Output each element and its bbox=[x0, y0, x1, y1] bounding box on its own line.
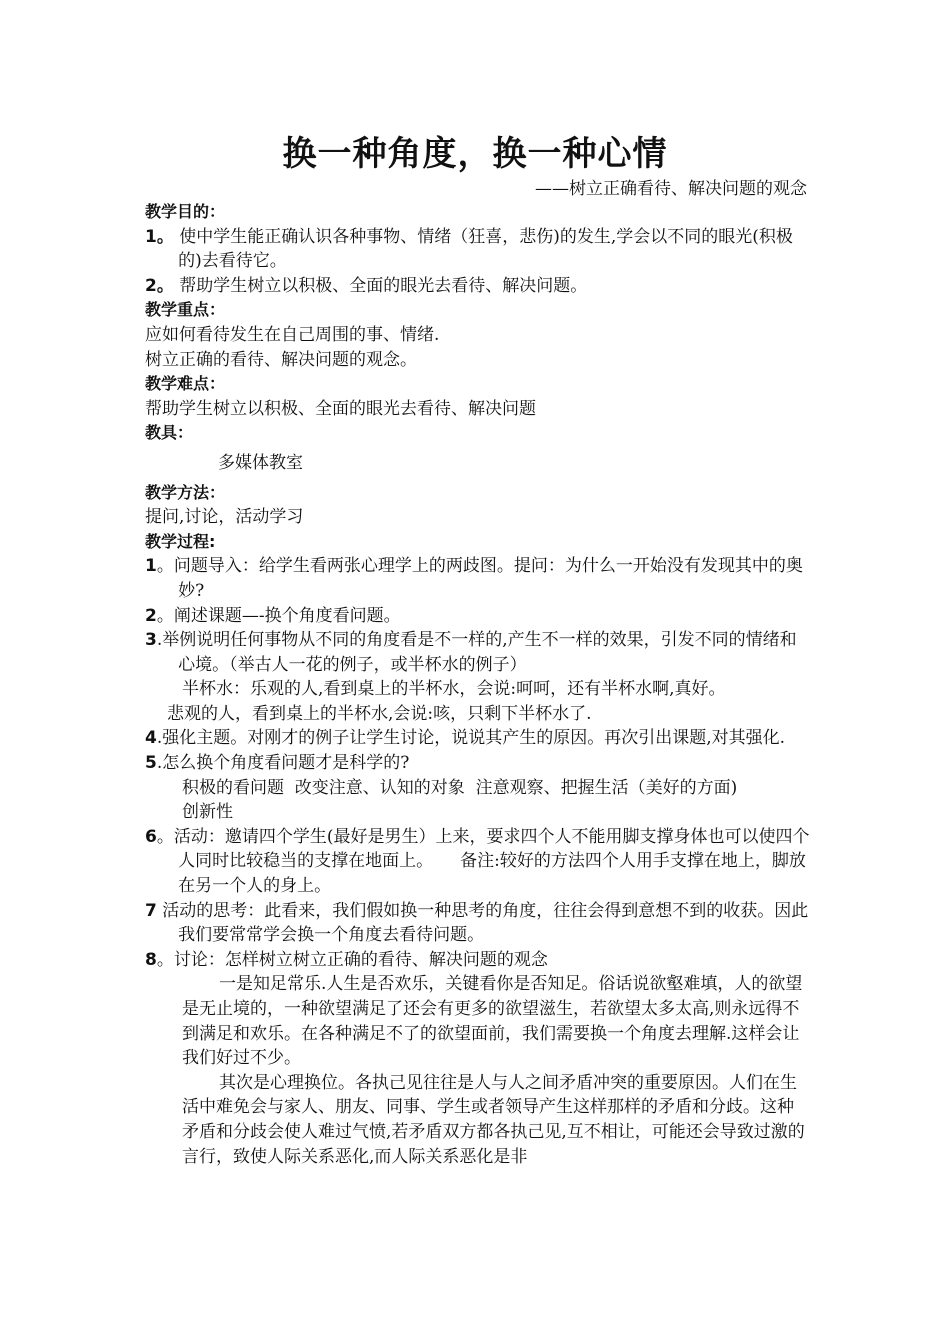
goal-text: 使中学生能正确认识各种事物、情绪（狂喜，悲伤)的发生,学会以不同的眼光(积极的)去看待它。 bbox=[173, 226, 793, 272]
step-number: 5 bbox=[145, 753, 157, 774]
step-text: 。讨论：怎样树立树立正确的看待、解决问题的观念 bbox=[156, 949, 548, 970]
step3-example-line: 半杯水：乐观的人,看到桌上的半杯水，会说:呵呵，还有半杯水啊,真好。 bbox=[182, 679, 726, 700]
goal-number: 1。 bbox=[145, 226, 174, 247]
step-text: .强化主题。对刚才的例子让学生讨论，说说其产生的原因。再次引出课题,对其强化. bbox=[156, 728, 786, 749]
page-subtitle: ——树立正确看待、解决问题的观念 bbox=[535, 179, 807, 199]
step-number: 8 bbox=[145, 949, 157, 970]
step-text: .怎么换个角度看问题才是科学的? bbox=[156, 753, 410, 774]
goal-item bbox=[145, 225, 810, 274]
document-body bbox=[145, 200, 810, 1169]
process-step bbox=[145, 899, 810, 948]
process-step bbox=[145, 751, 810, 776]
key-point-line: 应如何看待发生在自己周围的事、情绪. bbox=[145, 324, 440, 345]
discussion-paragraph: 其次是心理换位。各执己见往往是人与人之间矛盾冲突的重要原因。人们在生活中难免会与家人、朋友、同事、学生或者领导产生这样那样的矛盾和分歧。这种矛盾和分歧会使人难过气愤,若矛盾双方都各执己见,互不相让，可能还会导致过激的言行，致使人际关系恶化,而人际关系恶化是非 bbox=[182, 1072, 805, 1167]
discussion-paragraph: 一是知足常乐.人生是否欢乐，关键看你是否知足。俗话说欲壑难填，人的欲望是无止境的，一种欲望满足了还会有更多的欲望滋生，若欲望太多太高,则永远得不到满足和欢乐。在各种满足不了的欲望面前，我们需要换一个角度去理解.这样会让我们好过不少。 bbox=[182, 974, 803, 1069]
step-text: 活动的思考：此看来，我们假如换一种思考的角度，往往会得到意想不到的收获。因此我们要常常学会换一个角度去看待问题。 bbox=[156, 900, 809, 946]
goal-item bbox=[145, 274, 810, 299]
step-text: .举例说明任何事物从不同的角度看是不一样的,产生不一样的效果，引发不同的情绪和心境。（举古人一花的例子，或半杯水的例子） bbox=[156, 630, 797, 675]
step-text: 。活动：邀请四个学生(最好是男生）上来，要求四个人不能用脚支撑身体也可以使四个人同时比较稳当的支撑在地面上。 备注:较好的方法四个人用手支撑在地上，脚放在另一个人的身上。 bbox=[156, 826, 810, 897]
process-step bbox=[145, 726, 810, 751]
process-step bbox=[145, 554, 810, 603]
process-step bbox=[145, 825, 810, 899]
step3-example-line: 悲观的人，看到桌上的半杯水,会说:咳，只剩下半杯水了. bbox=[167, 703, 592, 724]
step-text: 。阐述课题—-换个角度看问题。 bbox=[156, 605, 401, 626]
goal-text: 帮助学生树立以积极、全面的眼光去看待、解决问题。 bbox=[173, 275, 588, 296]
step-number: 3 bbox=[145, 630, 157, 651]
step5-detail-line: 创新性 bbox=[182, 802, 233, 823]
process-step bbox=[145, 604, 810, 629]
step-number: 1 bbox=[145, 556, 157, 577]
step-number: 6 bbox=[145, 826, 157, 847]
step-number: 4 bbox=[145, 728, 157, 749]
step5-detail-line: 积极的看问题 改变注意、认知的对象 注意观察、把握生活（美好的方面) bbox=[182, 777, 738, 798]
key-point-line: 树立正确的看待、解决问题的观念。 bbox=[145, 349, 417, 370]
method-text: 提问,讨论，活动学习 bbox=[145, 507, 304, 528]
page-title: 换一种角度，换一种心情 bbox=[282, 134, 668, 174]
step-number: 2 bbox=[145, 605, 157, 626]
tools-text: 多媒体教室 bbox=[218, 452, 303, 473]
key-points-heading: 教学重点： bbox=[145, 300, 226, 320]
step-number: 7 bbox=[145, 900, 157, 921]
method-heading: 教学方法： bbox=[145, 482, 226, 502]
difficulty-heading: 教学难点： bbox=[145, 374, 226, 394]
goal-number: 2。 bbox=[145, 275, 174, 296]
process-step bbox=[145, 628, 810, 677]
tools-heading: 教具： bbox=[145, 423, 194, 443]
difficulty-text: 帮助学生树立以积极、全面的眼光去看待、解决问题 bbox=[145, 398, 536, 419]
goals-heading: 教学目的： bbox=[145, 202, 226, 221]
step-text: 。问题导入：给学生看两张心理学上的两歧图。提问：为什么一开始没有发现其中的奥妙? bbox=[156, 556, 803, 601]
process-step bbox=[145, 948, 810, 973]
process-heading: 教学过程: bbox=[145, 531, 216, 551]
